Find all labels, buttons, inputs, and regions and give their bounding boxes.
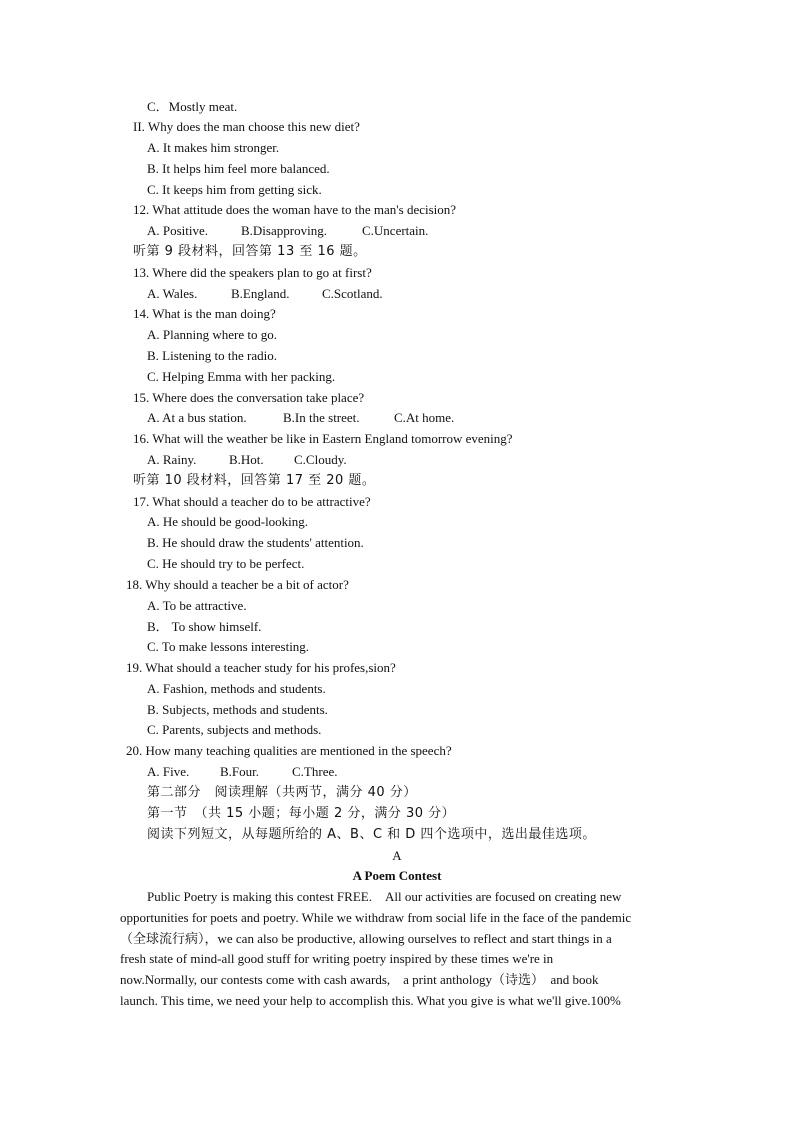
q18-option-b: B． To show himself.	[147, 619, 262, 634]
question-17: 17. What should a teacher do to be attractive?	[133, 494, 371, 509]
q14-option-c: C. Helping Emma with her packing.	[147, 369, 336, 384]
q17-option-a: A. He should be good-looking.	[147, 514, 309, 529]
q16-option-a: A. Rainy.	[147, 452, 197, 467]
passage-letter: A	[392, 848, 402, 863]
question-13: 13. Where did the speakers plan to go at first?	[133, 265, 372, 280]
q14-option-a: A. Planning where to go.	[147, 327, 277, 342]
question-14: 14. What is the man doing?	[133, 306, 276, 321]
question-16: 16. What will the weather be like in Eastern England tomorrow evening?	[133, 431, 513, 446]
q16-option-b: B.Hot.	[229, 452, 264, 467]
q14-option-b: B. Listening to the radio.	[147, 348, 277, 363]
section-9-instruction: 听第 9 段材料，回答第 13 至 16 题。	[133, 244, 367, 259]
part-2-heading: 第二部分 阅读理解（共两节，满分 40 分）	[147, 785, 417, 800]
reading-instruction: 阅读下列短文，从每题所给的 A、B、C 和 D 四个选项中，选出最佳选项。	[147, 827, 596, 842]
question-20: 20. How many teaching qualities are mentioned in the speech?	[126, 743, 452, 758]
q11-option-b: B. It helps him feel more balanced.	[147, 161, 330, 176]
q11-option-a: A. It makes him stronger.	[147, 140, 280, 155]
q10-option-c: C．Mostly meat.	[147, 99, 238, 114]
q12-option-c: C.Uncertain.	[362, 223, 429, 238]
q20-option-a: A. Five.	[147, 764, 190, 779]
q18-option-c: C. To make lessons interesting.	[147, 639, 310, 654]
q15-option-a: A. At a bus station.	[147, 410, 247, 425]
q17-option-c: C. He should try to be perfect.	[147, 556, 305, 571]
q13-option-a: A. Wales.	[147, 286, 198, 301]
q15-option-c: C.At home.	[394, 410, 455, 425]
q20-option-b: B.Four.	[220, 764, 260, 779]
question-11: II. Why does the man choose this new diet?	[133, 119, 360, 134]
q12-option-a: A. Positive.	[147, 223, 209, 238]
q11-option-c: C. It keeps him from getting sick.	[147, 182, 322, 197]
q15-option-b: B.In the street.	[283, 410, 360, 425]
passage-line-3: （全球流行病），we can also be productive, allowing ourselves to reflect and start things in a	[120, 931, 612, 946]
q20-option-c: C.Three.	[292, 764, 338, 779]
section-1-heading: 第一节 （共 15 小题；每小题 2 分，满分 30 分）	[147, 806, 456, 821]
q16-option-c: C.Cloudy.	[294, 452, 347, 467]
q18-option-a: A. To be attractive.	[147, 598, 247, 613]
q19-option-c: C. Parents, subjects and methods.	[147, 722, 322, 737]
passage-title: A Poem Contest	[352, 868, 442, 883]
q12-option-b: B.Disapproving.	[241, 223, 327, 238]
passage-line-5: now.Normally, our contests come with cash awards, a print anthology（诗选） and book	[120, 972, 599, 987]
q13-option-c: C.Scotland.	[322, 286, 383, 301]
q19-option-a: A. Fashion, methods and students.	[147, 681, 326, 696]
question-19: 19. What should a teacher study for his profes,sion?	[126, 660, 396, 675]
question-18: 18. Why should a teacher be a bit of actor?	[126, 577, 349, 592]
q13-option-b: B.England.	[231, 286, 290, 301]
passage-line-1: Public Poetry is making this contest FREE. All our activities are focused on creating new	[147, 889, 622, 904]
passage-line-4: fresh state of mind-all good stuff for writing poetry inspired by these times we're in	[120, 951, 554, 966]
question-12: 12. What attitude does the woman have to the man's decision?	[133, 202, 457, 217]
passage-line-2: opportunities for poets and poetry. While we withdraw from social life in the face of the pandemic	[120, 910, 632, 925]
passage-line-6: launch. This time, we need your help to accomplish this. What you give is what we'll give.100%	[120, 993, 621, 1008]
q19-option-b: B. Subjects, methods and students.	[147, 702, 328, 717]
section-10-instruction: 听第 10 段材料，回答第 17 至 20 题。	[133, 473, 376, 488]
question-15: 15. Where does the conversation take place?	[133, 390, 365, 405]
q17-option-b: B. He should draw the students' attention.	[147, 535, 364, 550]
